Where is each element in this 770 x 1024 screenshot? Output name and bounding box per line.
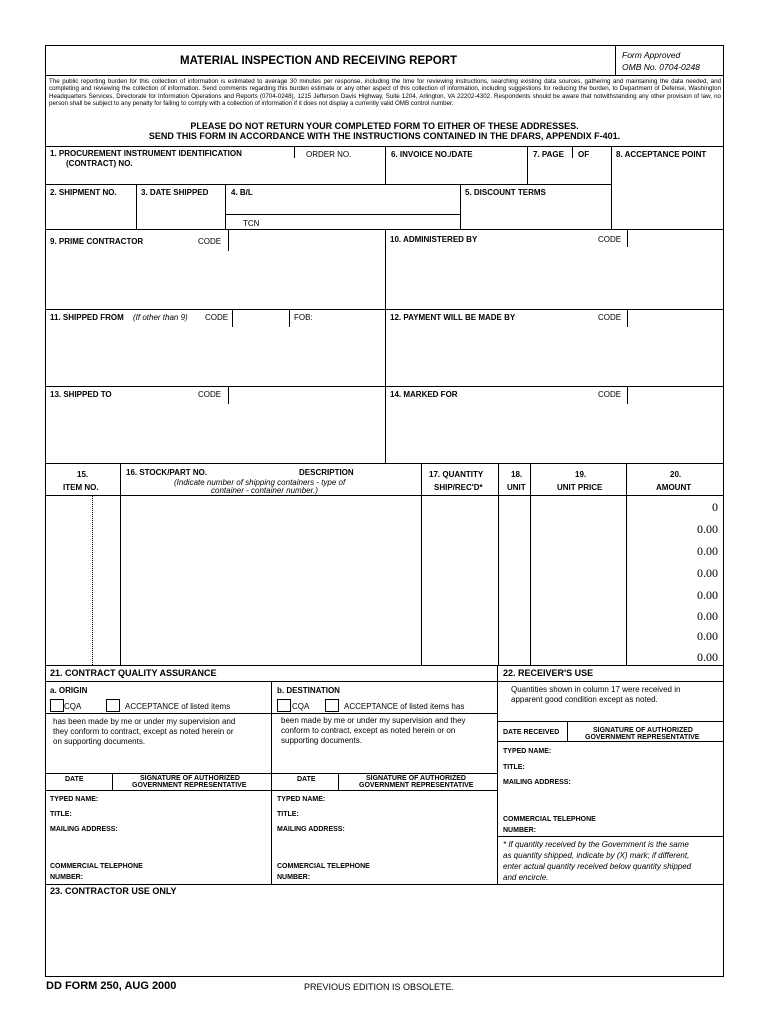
field-2-label: 2. SHIPMENT NO. <box>50 188 117 197</box>
dest-number: NUMBER: <box>277 874 311 881</box>
amount-row-3: 0.00 <box>697 544 718 558</box>
amount-row-8: 0.00 <box>697 650 718 664</box>
omb-number: OMB No. 0704-0248 <box>622 62 700 72</box>
col-16-note-1: (Indicate number of shipping containers - type of <box>174 478 346 487</box>
field-12-label: 12. PAYMENT WILL BE MADE BY <box>390 313 516 322</box>
section-21-title: 21. CONTRACT QUALITY ASSURANCE <box>50 668 217 678</box>
field-11-note: (If other than 9) <box>133 313 188 322</box>
col-16-note-2: container - container number.) <box>211 486 318 495</box>
amount-row-7: 0.00 <box>697 629 718 643</box>
receiver-note-2: as quantity shipped, indicate by (X) mark; if different, <box>503 851 690 860</box>
section-23-title: 23. CONTRACTOR USE ONLY <box>50 886 177 896</box>
receiver-note-3: enter actual quantity received below quantity shipped <box>503 862 692 871</box>
origin-text-3: on supporting documents. <box>53 737 146 746</box>
receiver-sig-1: SIGNATURE OF AUTHORIZED <box>593 727 693 734</box>
dest-acceptance-checkbox[interactable] <box>325 699 339 712</box>
receiver-text-1: Quantities shown in column 17 were received in <box>511 685 681 694</box>
dest-acceptance-label: ACCEPTANCE of listed items has <box>344 702 465 711</box>
origin-date-label: DATE <box>65 776 84 783</box>
origin-acceptance-checkbox[interactable] <box>106 699 120 712</box>
order-no-label: ORDER NO. <box>306 150 352 159</box>
receiver-text-2: apparent good condition except as noted. <box>511 695 658 704</box>
col-18-label: UNIT <box>507 483 526 492</box>
dest-typed-name: TYPED NAME: <box>277 796 326 803</box>
field-11-label: 11. SHIPPED FROM <box>50 313 124 322</box>
dest-sig-1: SIGNATURE OF AUTHORIZED <box>366 775 466 782</box>
receiver-title: TITLE: <box>503 764 525 771</box>
fob-label: FOB: <box>294 313 313 322</box>
field-7-label: 7. PAGE <box>533 150 564 159</box>
dest-mailing: MAILING ADDRESS: <box>277 826 345 833</box>
tcn-label: TCN <box>243 219 260 228</box>
col-20-num: 20. <box>670 470 682 479</box>
dest-date-label: DATE <box>297 776 316 783</box>
field-12-code: CODE <box>598 313 622 322</box>
origin-text-1: has been made by me or under my supervision and <box>53 717 236 726</box>
form-id: DD FORM 250, AUG 2000 <box>46 980 177 992</box>
page-of-label: OF <box>578 150 590 159</box>
origin-title: TITLE: <box>50 811 72 818</box>
receiver-note-4: and encircle. <box>503 873 549 882</box>
origin-acceptance-label: ACCEPTANCE of listed items <box>125 702 231 711</box>
section-22-title: 22. RECEIVER'S USE <box>503 668 594 678</box>
dest-commercial: COMMERCIAL TELEPHONE <box>277 863 370 870</box>
field-13-label: 13. SHIPPED TO <box>50 390 112 399</box>
origin-commercial: COMMERCIAL TELEPHONE <box>50 863 143 870</box>
origin-cqa-checkbox[interactable] <box>50 699 64 712</box>
field-11-code: CODE <box>205 313 229 322</box>
field-13-code: CODE <box>198 390 222 399</box>
receiver-note-1: * If quantity received by the Government is the same <box>503 840 689 849</box>
receiver-sig-2: GOVERNMENT REPRESENTATIVE <box>585 734 700 741</box>
receiver-commercial: COMMERCIAL TELEPHONE <box>503 816 596 823</box>
amount-row-2: 0.00 <box>697 522 718 536</box>
field-14-code: CODE <box>598 390 622 399</box>
receiver-mailing: MAILING ADDRESS: <box>503 779 571 786</box>
col-19-label: UNIT PRICE <box>557 483 603 492</box>
field-9-code: CODE <box>198 237 222 246</box>
col-17-label: 17. QUANTITY <box>429 470 484 479</box>
obsolete-notice: PREVIOUS EDITION IS OBSOLETE. <box>304 982 455 992</box>
dest-text-3: supporting documents. <box>281 736 362 745</box>
field-6-label: 6. INVOICE NO./DATE <box>391 150 473 159</box>
dest-sig-2: GOVERNMENT REPRESENTATIVE <box>359 782 474 789</box>
dest-text-1: been made by me or under my supervision and they <box>281 716 466 725</box>
origin-label: a. ORIGIN <box>50 686 88 695</box>
col-19-num: 19. <box>575 470 587 479</box>
field-5-label: 5. DISCOUNT TERMS <box>465 188 546 197</box>
notice-line-2: SEND THIS FORM IN ACCORDANCE WITH THE INSTRUCTIONS CONTAINED IN THE DFARS, APPENDIX F-401. <box>148 131 621 141</box>
field-9-label: 9. PRIME CONTRACTOR <box>50 237 144 246</box>
field-1-label-2: (CONTRACT) NO. <box>66 159 133 168</box>
destination-label: b. DESTINATION <box>277 686 340 695</box>
origin-number: NUMBER: <box>50 874 84 881</box>
receiver-number: NUMBER: <box>503 827 537 834</box>
col-16-label: 16. STOCK/PART NO. <box>126 468 208 477</box>
receiver-typed-name: TYPED NAME: <box>503 748 552 755</box>
notice-line-1: PLEASE DO NOT RETURN YOUR COMPLETED FORM TO EITHER OF THESE ADDRESSES. <box>190 121 579 131</box>
amount-row-4: 0.00 <box>697 566 718 580</box>
field-8-label: 8. ACCEPTANCE POINT <box>616 150 707 159</box>
field-10-code: CODE <box>598 235 622 244</box>
amount-row-1: 0 <box>712 500 718 514</box>
dest-cqa-label: CQA <box>292 702 310 711</box>
form-title: MATERIAL INSPECTION AND RECEIVING REPORT <box>180 55 458 67</box>
col-15-num: 15. <box>77 470 89 479</box>
field-4-label: 4. B/L <box>231 188 253 197</box>
origin-mailing: MAILING ADDRESS: <box>50 826 118 833</box>
amount-row-5: 0.00 <box>697 588 718 602</box>
col-16-desc: DESCRIPTION <box>299 468 354 477</box>
origin-sig-1: SIGNATURE OF AUTHORIZED <box>140 775 240 782</box>
col-18-num: 18. <box>511 470 523 479</box>
field-14-label: 14. MARKED FOR <box>390 390 458 399</box>
origin-cqa-label: CQA <box>64 702 82 711</box>
col-20-label: AMOUNT <box>656 483 692 492</box>
origin-sig-2: GOVERNMENT REPRESENTATIVE <box>132 782 247 789</box>
field-3-label: 3. DATE SHIPPED <box>141 188 209 197</box>
burden-statement: The public reporting burden for this collection of information is estimated to average 30 minutes per response, including the time for reviewing instructions, searching existing data sources, gathering and maintaining the data needed, and completing and reviewing the collection of information. Send comments regarding this burden estimate or any other aspect of this collection of information, including suggestions for reducing the burden, to Department of Defense, Washington Headquarters Services, Directorate for Information Operations and Reports (0704-0248), 1215 Jefferson Davis Highway, Suite 1204, Arlington, VA 22202-4302. Respondents should be aware that notwithstanding any other provision of law, no person shall be subject to any penalty for failing to comply with a collection of information if it does not display a currently valid OMB control number. <box>49 78 721 107</box>
dest-cqa-checkbox[interactable] <box>277 699 291 712</box>
col-15-label: ITEM NO. <box>63 483 99 492</box>
dest-title: TITLE: <box>277 811 299 818</box>
col-17-sub: SHIP/REC'D* <box>434 483 483 492</box>
dest-text-2: conform to contract, except as noted herein or on <box>281 726 456 735</box>
form-approved: Form Approved <box>622 50 681 60</box>
field-1-label: 1. PROCUREMENT INSTRUMENT IDENTIFICATION <box>50 149 242 158</box>
origin-text-2: they conform to contract, except as noted herein or <box>53 727 234 736</box>
amount-row-6: 0.00 <box>697 609 718 623</box>
date-received-label: DATE RECEIVED <box>503 729 560 736</box>
origin-typed-name: TYPED NAME: <box>50 796 99 803</box>
field-10-label: 10. ADMINISTERED BY <box>390 235 478 244</box>
